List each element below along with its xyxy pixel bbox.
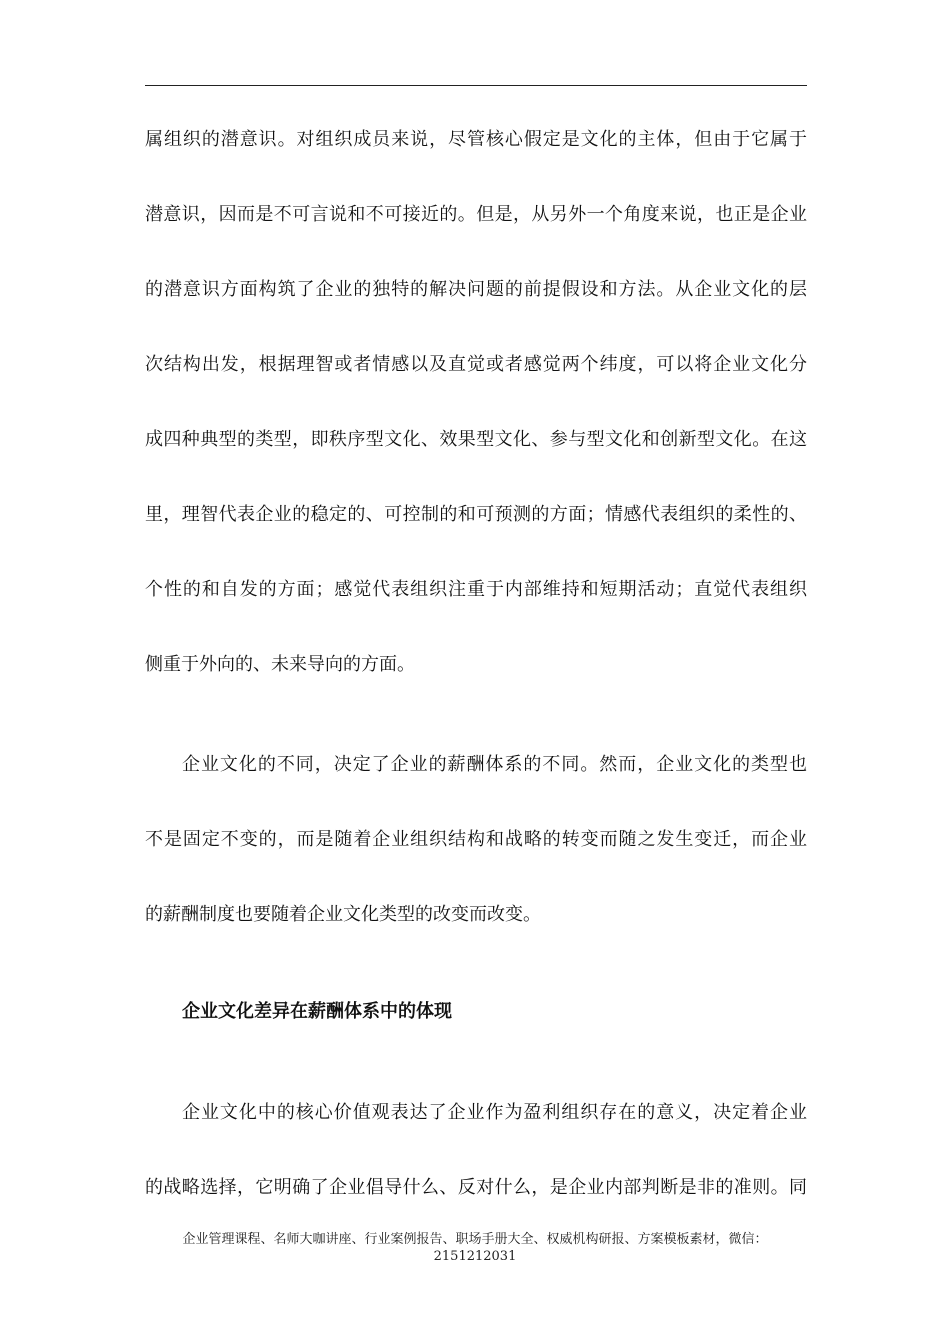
header-rule [145, 85, 807, 86]
paragraph-line: 潜意识，因而是不可言说和不可接近的。但是，从另外一个角度来说，也正是企业 [145, 204, 807, 225]
paragraph-line: 里，理智代表企业的稳定的、可控制的和可预测的方面；情感代表组织的柔性的、 [145, 504, 807, 525]
section-heading: 企业文化差异在薪酬体系中的体现 [182, 1001, 452, 1022]
paragraph-line: 不是固定不变的，而是随着企业组织结构和战略的转变而随之发生变迁，而企业 [145, 829, 807, 850]
paragraph-line: 的潜意识方面构筑了企业的独特的解决问题的前提假设和方法。从企业文化的层 [145, 279, 807, 300]
paragraph-line: 企业文化中的核心价值观表达了企业作为盈利组织存在的意义，决定着企业 [182, 1102, 807, 1123]
paragraph-line: 的薪酬制度也要随着企业文化类型的改变而改变。 [145, 904, 541, 925]
footer-wechat-id: 2151212031 [433, 1249, 517, 1264]
paragraph-line: 成四种典型的类型，即秩序型文化、效果型文化、参与型文化和创新型文化。在这 [145, 429, 807, 450]
paragraph-line: 企业文化的不同，决定了企业的薪酬体系的不同。然而，企业文化的类型也 [182, 754, 807, 775]
footer-text: 企业管理课程、名师大咖讲座、行业案例报告、职场手册大全、权威机构研报、方案模板素材，微信： [182, 1232, 768, 1247]
paragraph-line: 次结构出发，根据理智或者情感以及直觉或者感觉两个纬度，可以将企业文化分 [145, 354, 807, 375]
paragraph-line: 的战略选择，它明确了企业倡导什么、反对什么，是企业内部判断是非的准则。同 [145, 1177, 807, 1198]
paragraph-line: 个性的和自发的方面；感觉代表组织注重于内部维持和短期活动；直觉代表组织 [145, 579, 807, 600]
paragraph-line: 侧重于外向的、未来导向的方面。 [145, 654, 415, 675]
paragraph-line: 属组织的潜意识。对组织成员来说，尽管核心假定是文化的主体，但由于它属于 [145, 129, 807, 150]
